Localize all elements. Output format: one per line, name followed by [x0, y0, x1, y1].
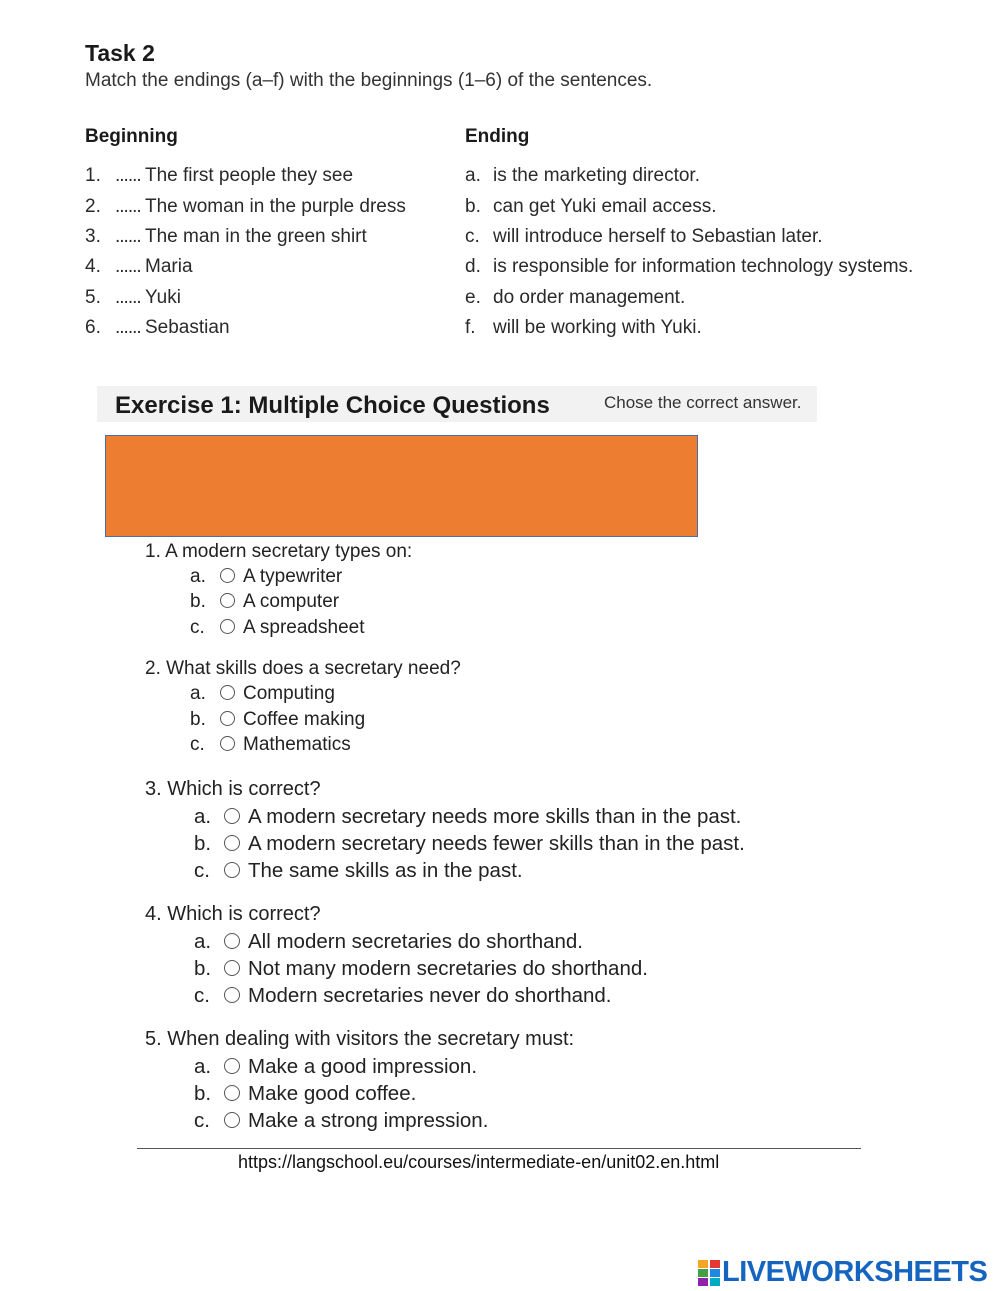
question-1: 1. A modern secretary types on: — [145, 541, 413, 562]
beginning-text: The man in the green shirt — [145, 226, 367, 247]
option-4a[interactable] — [194, 930, 583, 954]
footer-divider — [137, 1148, 861, 1149]
option-letter: a. — [190, 683, 206, 704]
answer-blank[interactable]: ...... — [115, 287, 141, 308]
option-2b[interactable] — [190, 709, 365, 731]
ending-text: will introduce herself to Sebastian later. — [493, 226, 823, 247]
option-letter: a. — [194, 805, 212, 828]
option-2c[interactable] — [190, 734, 351, 756]
option-text: Make a good impression. — [248, 1055, 478, 1078]
option-text: Not many modern secretaries do shorthand. — [248, 957, 648, 980]
beginning-item — [85, 256, 193, 278]
ending-text: is the marketing director. — [493, 165, 700, 186]
ending-text: do order management. — [493, 287, 686, 308]
exercise-subtitle: Chose the correct answer. — [604, 393, 802, 412]
option-3c[interactable] — [194, 859, 523, 883]
option-letter: c. — [194, 1109, 210, 1132]
option-letter: b. — [190, 709, 206, 730]
option-letter: b. — [194, 957, 212, 980]
option-text: Coffee making — [243, 709, 366, 730]
radio-button-icon[interactable] — [224, 1058, 240, 1074]
option-text: Make good coffee. — [248, 1082, 417, 1105]
ending-text: can get Yuki email access. — [493, 196, 717, 217]
question-2: 2. What skills does a secretary need? — [145, 658, 461, 679]
answer-blank[interactable]: ...... — [115, 196, 141, 217]
beginning-number: 4. — [85, 256, 101, 277]
option-letter: b. — [194, 1082, 212, 1105]
beginning-number: 1. — [85, 165, 101, 186]
option-letter: a. — [194, 930, 212, 953]
radio-button-icon[interactable] — [224, 808, 240, 824]
beginning-text: Yuki — [145, 287, 181, 308]
beginning-number: 3. — [85, 226, 101, 247]
ending-letter: a. — [465, 165, 481, 186]
ending-letter: e. — [465, 287, 481, 308]
beginning-item — [85, 196, 406, 218]
option-text: Mathematics — [243, 734, 351, 755]
radio-button-icon[interactable] — [224, 1112, 240, 1128]
option-text: Computing — [243, 683, 335, 704]
option-letter: a. — [194, 1055, 212, 1078]
radio-button-icon[interactable] — [224, 835, 240, 851]
option-5a[interactable] — [194, 1055, 477, 1079]
ending-letter: b. — [465, 196, 481, 217]
answer-blank[interactable]: ...... — [115, 226, 141, 247]
beginning-text: The woman in the purple dress — [145, 196, 406, 217]
option-letter: b. — [190, 591, 206, 612]
ending-text: will be working with Yuki. — [493, 317, 702, 338]
beginning-number: 6. — [85, 317, 101, 338]
ending-item — [465, 256, 913, 278]
beginning-item — [85, 317, 230, 339]
beginning-text: Sebastian — [145, 317, 230, 338]
option-5b[interactable] — [194, 1082, 416, 1106]
radio-button-icon[interactable] — [224, 1085, 240, 1101]
option-text: Make a strong impression. — [248, 1109, 489, 1132]
ending-item — [465, 287, 685, 309]
beginning-item — [85, 165, 353, 187]
option-text: A modern secretary needs fewer skills than in the past. — [248, 832, 745, 855]
beginning-item — [85, 287, 181, 309]
question-3: 3. Which is correct? — [145, 778, 321, 800]
beginning-text: Maria — [145, 256, 193, 277]
ending-item — [465, 196, 717, 218]
option-text: All modern secretaries do shorthand. — [248, 930, 584, 953]
option-5c[interactable] — [194, 1109, 488, 1133]
radio-button-icon[interactable] — [220, 711, 235, 726]
answer-box[interactable] — [105, 435, 698, 537]
beginning-text: The first people they see — [145, 165, 354, 186]
option-1c[interactable] — [190, 617, 364, 639]
answer-blank[interactable]: ...... — [115, 165, 141, 186]
option-2a[interactable] — [190, 683, 335, 705]
beginning-heading: Beginning — [85, 126, 178, 147]
ending-letter: d. — [465, 256, 481, 277]
task-title: Task 2 — [85, 40, 155, 66]
option-letter: c. — [190, 617, 205, 638]
beginning-item — [85, 226, 367, 248]
radio-button-icon[interactable] — [224, 960, 240, 976]
option-4b[interactable] — [194, 957, 648, 981]
radio-button-icon[interactable] — [220, 685, 235, 700]
option-3b[interactable] — [194, 832, 745, 856]
answer-blank[interactable]: ...... — [115, 317, 141, 338]
ending-text: is responsible for information technology systems. — [493, 256, 914, 277]
answer-blank[interactable]: ...... — [115, 256, 141, 277]
radio-button-icon[interactable] — [224, 933, 240, 949]
radio-button-icon[interactable] — [220, 568, 235, 583]
option-1b[interactable] — [190, 591, 339, 613]
liveworksheets-logo — [698, 1256, 988, 1288]
ending-heading: Ending — [465, 126, 530, 147]
option-text: A spreadsheet — [243, 617, 365, 638]
ending-letter: f. — [465, 317, 476, 338]
option-letter: c. — [194, 859, 210, 882]
logo-text: LIVEWORKSHEETS — [722, 1256, 988, 1288]
ending-item — [465, 165, 700, 187]
option-3a[interactable] — [194, 805, 741, 829]
question-4: 4. Which is correct? — [145, 903, 321, 925]
radio-button-icon[interactable] — [220, 736, 235, 751]
source-url: https://langschool.eu/courses/intermediate-en/unit02.en.html — [238, 1152, 720, 1172]
option-4c[interactable] — [194, 984, 612, 1008]
option-1a[interactable] — [190, 566, 342, 588]
radio-button-icon[interactable] — [224, 862, 240, 878]
option-text: A modern secretary needs more skills than in the past. — [248, 805, 742, 828]
option-text: The same skills as in the past. — [248, 859, 523, 882]
option-text: A computer — [243, 591, 340, 612]
option-text: A typewriter — [243, 566, 343, 587]
option-text: Modern secretaries never do shorthand. — [248, 984, 612, 1007]
radio-button-icon[interactable] — [220, 593, 235, 608]
option-letter: b. — [194, 832, 212, 855]
beginning-number: 5. — [85, 287, 101, 308]
ending-letter: c. — [465, 226, 480, 247]
beginning-number: 2. — [85, 196, 101, 217]
option-letter: c. — [190, 734, 205, 755]
task-instruction: Match the endings (a–f) with the beginnings (1–6) of the sentences. — [85, 70, 653, 91]
option-letter: a. — [190, 566, 206, 587]
ending-item — [465, 317, 702, 339]
question-5: 5. When dealing with visitors the secretary must: — [145, 1028, 575, 1050]
radio-button-icon[interactable] — [224, 987, 240, 1003]
radio-button-icon[interactable] — [220, 619, 235, 634]
exercise-title: Exercise 1: Multiple Choice Questions — [115, 392, 550, 419]
liveworksheets-logo-icon — [698, 1260, 720, 1286]
option-letter: c. — [194, 984, 210, 1007]
ending-item — [465, 226, 823, 248]
